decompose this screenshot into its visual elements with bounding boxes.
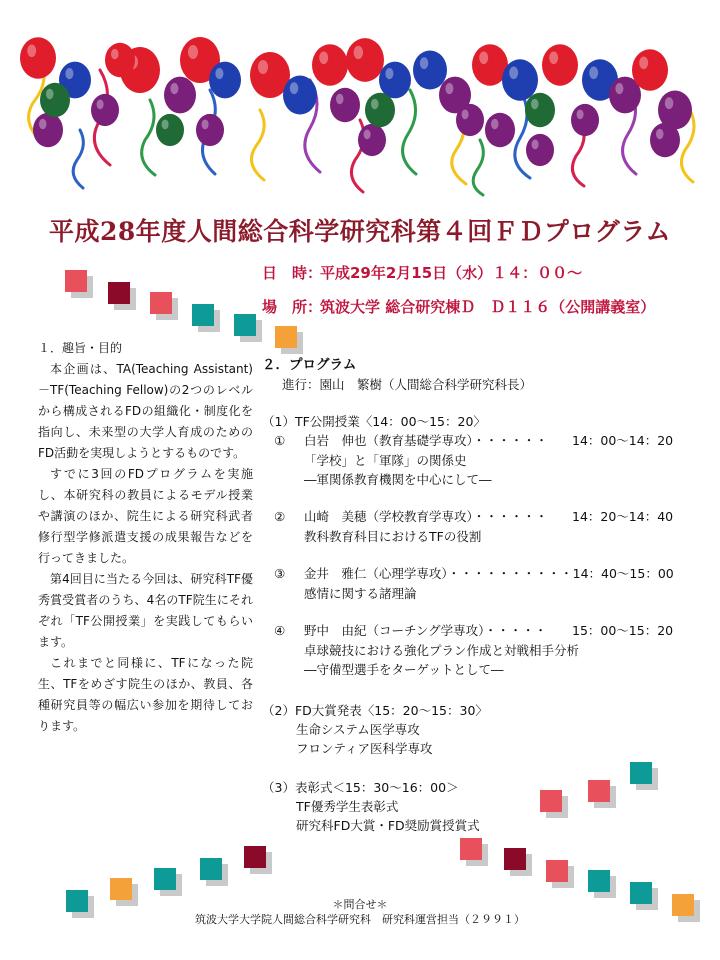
deco-square: [154, 868, 176, 890]
contact-label: ＊問合せ＊: [332, 898, 388, 911]
part3-item: 研究科FD大賞・FD奨励賞授賞式: [296, 818, 480, 833]
purpose-heading: １．趣旨・目的: [38, 341, 123, 355]
deco-square: [192, 304, 214, 326]
talk-title: 教科教育科目におけるTFの役割: [304, 529, 482, 544]
purpose-paragraph: 本企画は、TA(Teaching Assistant)－TF(Teaching Fellow)の2つのレベルから構成されるFDの組織化・制度化を指向し、未来型の大学人育成のためのFD活動を実現しようとするものです。: [38, 362, 253, 460]
deco-square: [588, 870, 610, 892]
talk-subtitle: ―軍関係教育機関を中心にして―: [304, 472, 492, 487]
talk-time: 14：40～15：00: [572, 566, 674, 581]
talk-item: [274, 564, 702, 603]
place-label: 場 所：: [262, 298, 323, 316]
event-title: 平成28年度人間総合科学研究科第４回ＦＤプログラム: [48, 217, 672, 246]
deco-square: [234, 314, 256, 336]
talk-time: 15：00～15：20: [572, 623, 674, 638]
talk-speaker: 山崎 美穂（学校教育学専攻）・・・・・・: [304, 509, 548, 524]
date-label: 日 時：: [262, 264, 323, 282]
talk-speaker: 野中 由紀（コーチング学専攻）・・・・・: [304, 623, 547, 638]
part1-heading: （1）TF公開授業〈14：00～15：20〉: [262, 414, 486, 429]
talk-speaker: 金井 雅仁（心理学専攻）・・・・・・・・・・: [303, 566, 573, 581]
talk-speaker: 白岩 伸也（教育基礎学専攻）・・・・・・: [304, 433, 548, 448]
talk-time: 14：00～14：20: [572, 433, 674, 448]
purpose-section: [38, 338, 253, 737]
deco-square: [504, 848, 526, 870]
deco-square: [460, 838, 482, 860]
talk-number: ④: [274, 623, 286, 638]
contact-text: 筑波大学大学院人間総合科学研究科 研究科運営担当（２９９１）: [195, 913, 525, 926]
talk-title: 感情に関する諸理論: [304, 586, 417, 601]
part2-heading: （2）FD大賞発表〈15：20～15：30〉: [262, 703, 488, 718]
deco-square: [65, 270, 87, 292]
purpose-paragraph: 第4回目に当たる今回は、研究科TF優秀賞受賞者のうち、4名のTF院生にそれぞれ「TF公開授業」を実践してもらいます。: [38, 572, 253, 649]
place-value: 筑波大学 総合研究棟Ｄ Ｄ１１６（公開講義室）: [320, 298, 656, 316]
talk-title: 卓球競技における強化プラン作成と対戦相手分析: [304, 643, 580, 658]
talk-number: ②: [274, 509, 286, 524]
talk-subtitle: ―守備型選手をターゲットとして―: [304, 662, 504, 677]
part3-heading: （3）表彰式＜15：30～16：00＞: [262, 780, 459, 795]
deco-square: [108, 282, 130, 304]
talk-time: 14：20～14：40: [572, 509, 674, 524]
purpose-paragraph: これまでと同様に、TFになった院生、TFをめざす院生のほか、教員、各種研究員等の幅広い参加を期待しております。: [38, 656, 253, 733]
talk-item: [274, 431, 702, 489]
deco-square: [275, 326, 297, 348]
deco-square: [200, 858, 222, 880]
deco-square: [546, 860, 568, 882]
talk-list: [262, 431, 702, 679]
program-moderator: 進行：園山 繁樹（人間総合科学研究科長）: [282, 377, 533, 392]
talk-title: 「学校」と「軍隊」の関係史: [304, 453, 467, 468]
part2-item: フロンティア医科学専攻: [296, 741, 433, 756]
talk-number: ①: [274, 433, 286, 448]
purpose-paragraph: すでに3回のFDプログラムを実施し、本研究科の教員によるモデル授業や講演のほか、院生による研究科武者修行型学修派遣支援の成果報告などを行ってきました。: [38, 467, 253, 565]
talk-item: [274, 507, 702, 546]
program-section: [262, 356, 702, 835]
part2-item: 生命システム医学専攻: [296, 722, 420, 737]
deco-square: [150, 292, 172, 314]
part3-item: TF優秀学生表彰式: [296, 799, 399, 814]
program-heading: ２．プログラム: [262, 357, 357, 373]
deco-square: [244, 846, 266, 868]
talk-item: [274, 621, 702, 679]
date-value: 平成29年2月15日（水）１４：００～: [320, 264, 583, 282]
talk-number: ③: [274, 566, 286, 581]
